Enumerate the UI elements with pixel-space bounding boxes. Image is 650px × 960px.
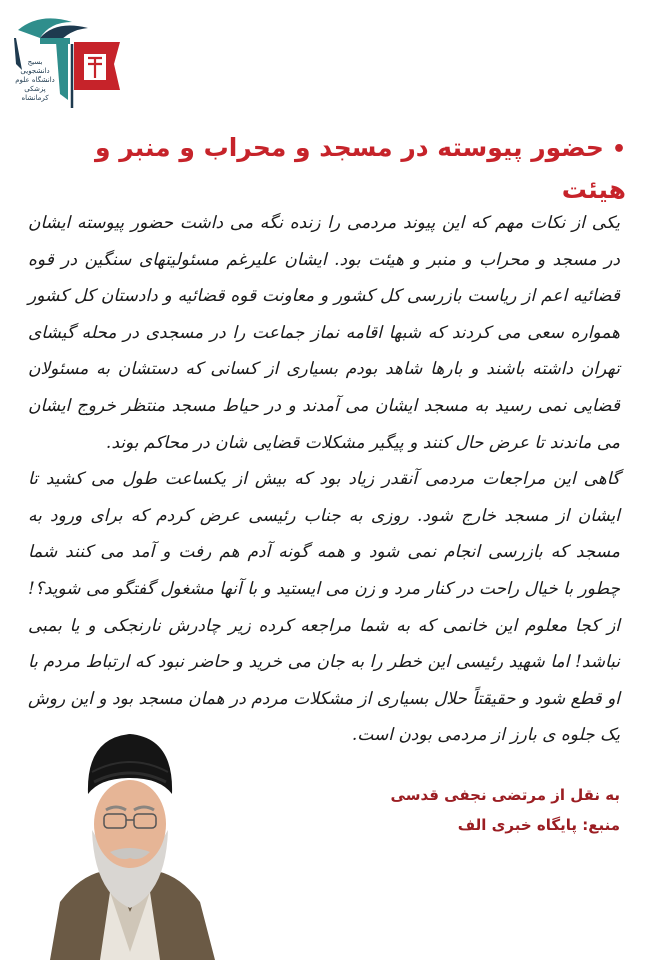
source-credit: منبع: پایگاه خبری الف [457,816,620,834]
logo-line-2: دانشجویی [20,67,50,75]
page-title [26,128,626,210]
cleric-portrait [40,712,220,960]
logo-line-4: پزشکی کرمانشاه [21,85,49,102]
logo-line-3: دانشگاه علوم [15,76,55,84]
paragraph: گاهی این مراجعات مردمی آنقدر زیاد بود که بیش از یکساعت طول می کشید تا ایشان از مسجد خارج شود. روزی به جناب رئیسی عرض کردم که برای ورود به مسجد که بازرسی انجام نمی شود و همه گونه آدم هم رفت و آمد می کنند شما چطور با خیال راحت در کنار مرد و زن می ایستید و با آنها مشغول گفتگو می شوید؟! از کجا معلوم این خانمی که به شما مراجعه کرده زیر چادرش نارنجکی و یا بمبی نباشد! اما شهید رئیسی این خطر را به جان می خرید و حاضر نبود که ارتباط مردم با او قطع شود و حقیقتاً حلال بسیاری از مشکلات مردم در همان مسجد بود و این روش یک جلوه ی بارز از مردمی بودن است. [28,469,620,746]
narrator-credit: به نقل از مرتضی نجفی قدسی [390,786,620,804]
logo-caption [10,58,60,103]
title-bullet: • [611,137,626,162]
title-text: حضور پیوسته در مسجد و محراب و منبر و هیئت [94,133,626,204]
paragraph: یکی از نکات مهم که این پیوند مردمی را زنده نگه می داشت حضور پیوسته ایشان در مسجد و محراب و منبر و هیئت بود. ایشان علیرغم مسئولیتهای سنگین در قوه قضائیه اعم از ریاست بازرسی کل کشور و معاونت قوه قضائیه و دادستان کل کشور همواره سعی می کردند که شبها اقامه نماز جماعت را در مسجدی در محله گیشای تهران داشته باشند و بارها شاهد بودم بسیاری از کسانی که دستشان به مسئولان قضایی نمی رسید به مسجد ایشان می آمدند و در حیاط مسجد منتظر خروج ایشان می ماندند تا عرض حال کنند و پیگیر مشکلات قضایی شان در محاکم بوند. [28,213,620,453]
logo-line-1: بسیج [27,58,43,66]
article-body [28,205,620,754]
